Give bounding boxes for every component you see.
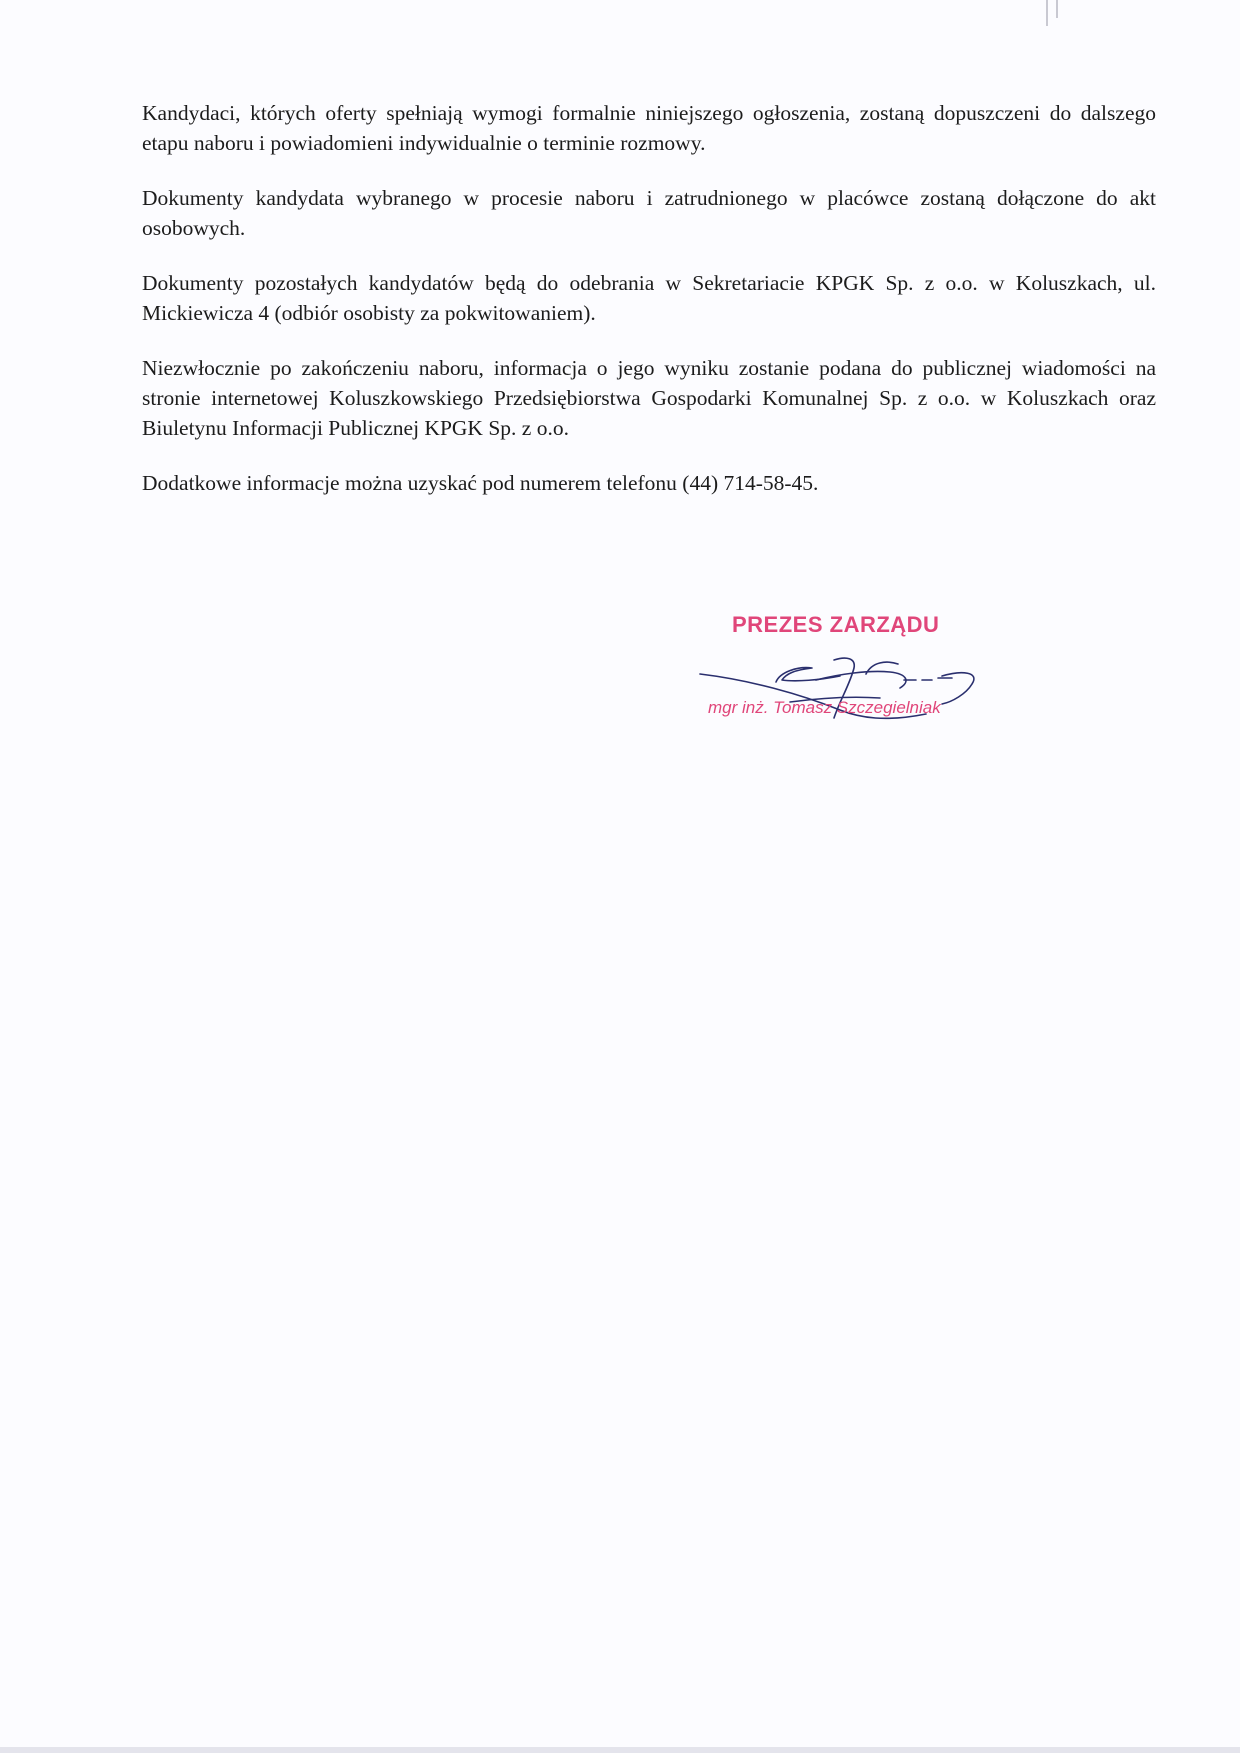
paragraph-documents-others: Dokumenty pozostałych kandydatów będą do odebrania w Sekretariacie KPGK Sp. z o.o. w Koluszkach, ul. Mickiewicza 4 (odbiór osobisty za pokwitowaniem). bbox=[142, 271, 1156, 325]
stamp-name: mgr inż. Tomasz Szczegielniak bbox=[708, 698, 941, 717]
signature-stamp bbox=[690, 612, 1010, 732]
scan-edge bbox=[0, 1747, 1240, 1753]
paragraph-candidates: Kandydaci, których oferty spełniają wymogi formalnie niniejszego ogłoszenia, zostaną dopuszczeni do dalszego etapu naboru i powiadomieni indywidualnie o terminie rozmowy. bbox=[142, 101, 1156, 155]
document-body bbox=[142, 98, 1156, 523]
scan-artifact bbox=[1046, 0, 1048, 26]
stamp-title: PREZES ZARZĄDU bbox=[732, 612, 940, 637]
paragraph-documents-hired: Dokumenty kandydata wybranego w procesie naboru i zatrudnionego w placówce zostaną dołączone do akt osobowych. bbox=[142, 186, 1156, 240]
scan-artifact bbox=[1056, 0, 1058, 18]
paragraph-results-info: Niezwłocznie po zakończeniu naboru, informacja o jego wyniku zostanie podana do publicznej wiadomości na stronie internetowej Koluszkowskiego Przedsiębiorstwa Gospodarki Komunalnej Sp. z o.o. w Koluszkach oraz Biuletynu Informacji Publicznej KPGK Sp. z o.o. bbox=[142, 356, 1156, 440]
paragraph-contact-phone: Dodatkowe informacje można uzyskać pod numerem telefonu (44) 714-58-45. bbox=[142, 471, 819, 495]
